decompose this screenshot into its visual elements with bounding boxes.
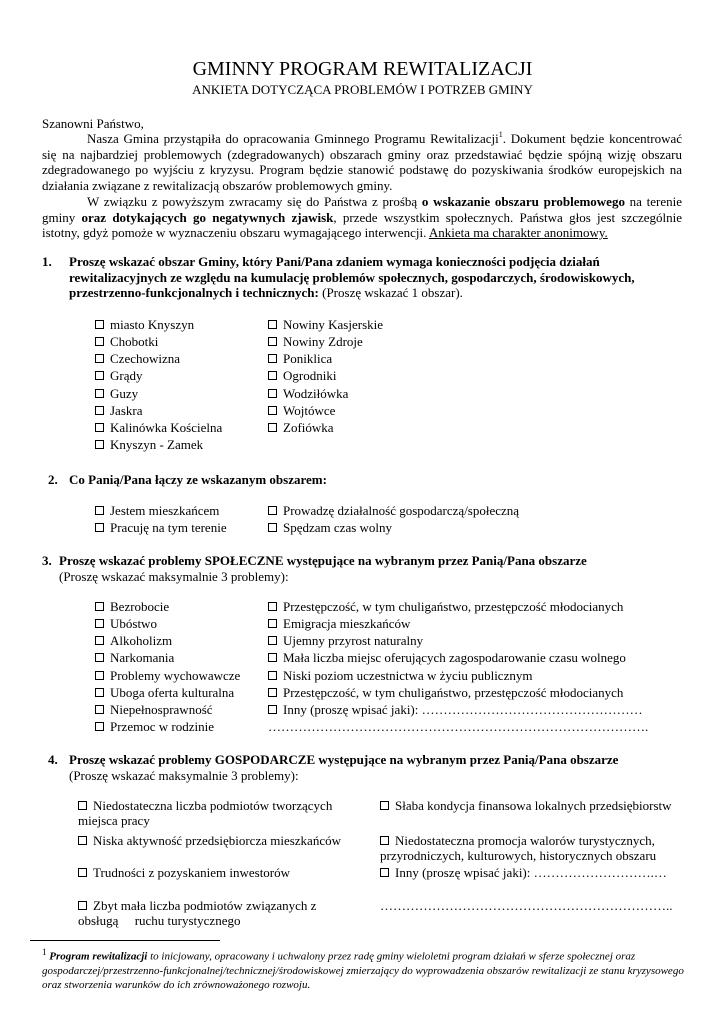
q1-option-label: Nowiny Kasjerskie [283, 317, 384, 332]
checkbox-icon[interactable] [268, 653, 277, 662]
q4-option[interactable] [78, 865, 363, 880]
question-4-text [69, 752, 708, 768]
q1-option[interactable] [95, 386, 138, 401]
q1-option[interactable] [268, 403, 335, 418]
q4-option-label: Zbyt mała liczba podmiotów związanych z obsługą ruchu turystycznego [78, 898, 320, 928]
q1-option-label: Ogrodniki [283, 368, 337, 383]
q1-option[interactable] [268, 317, 383, 332]
q3-option-label: Alkoholizm [110, 633, 173, 648]
checkbox-icon[interactable] [95, 337, 104, 346]
checkbox-icon[interactable] [95, 636, 104, 645]
question-4 [48, 752, 708, 783]
q1-option-label: Nowiny Zdroje [283, 334, 363, 349]
footnote-term: Program rewitalizacji [49, 950, 148, 963]
q3-option-label: Uboga oferta kulturalna [110, 685, 235, 700]
q1-option-label: Wojtówce [283, 403, 336, 418]
q1-option[interactable] [95, 334, 158, 349]
checkbox-icon[interactable] [78, 868, 87, 877]
checkbox-icon[interactable] [78, 801, 87, 810]
q4-option[interactable] [380, 833, 682, 863]
q1-option-label: Zofiówka [283, 420, 334, 435]
checkbox-icon[interactable] [268, 602, 277, 611]
question-2-number: 2. [48, 472, 58, 487]
q4-option-label: Inny (proszę wpisać jaki): ……………………….… [395, 865, 667, 880]
q1-option-label: Wodziłówka [283, 386, 349, 401]
checkbox-icon[interactable] [95, 406, 104, 415]
intro-p1-text-cont: . Dokument będzie koncentrować się na najbardziej problemowych (zdegradowanych) obszarach gminy oraz przedstawiać będzie spójną wizję obszaru zdegradowanego po wyjściu z kryzysu. Program będzie stanowić podstawę do pozyskiwania środków europejskich na działania związane z rewitalizacją obszarów problemowych gminy. [42, 131, 682, 194]
question-2-prompt: Co Panią/Pana łączy ze wskazanym obszarem: [69, 472, 327, 487]
question-2 [48, 472, 688, 488]
q1-option-label: Chobotki [110, 334, 159, 349]
q3-option[interactable] [95, 599, 169, 614]
q3-option[interactable] [268, 685, 623, 700]
q1-option[interactable] [268, 334, 363, 349]
q1-option[interactable] [95, 437, 203, 452]
q4-option[interactable] [78, 798, 363, 828]
checkbox-icon[interactable] [78, 836, 87, 845]
q3-option[interactable] [268, 633, 423, 648]
q3-option[interactable] [268, 616, 410, 631]
checkbox-icon[interactable] [95, 440, 104, 449]
checkbox-icon[interactable] [268, 320, 277, 329]
intro-paragraph-1 [42, 131, 682, 194]
checkbox-icon[interactable] [95, 602, 104, 611]
q3-option-label: Ubóstwo [110, 616, 157, 631]
checkbox-icon[interactable] [268, 423, 277, 432]
document-title: GMINNY PROGRAM REWITALIZACJI [192, 58, 533, 80]
q3-option-label: Problemy wychowawcze [110, 668, 241, 683]
q3-option-label: Emigracja mieszkańców [283, 616, 411, 631]
q4-option-label: Trudności z pozyskaniem inwestorów [93, 865, 291, 880]
q1-option-label: Kalinówka Kościelna [110, 420, 223, 435]
checkbox-icon[interactable] [95, 688, 104, 697]
q1-option-label: Knyszyn - Zamek [110, 437, 204, 452]
document-subtitle: ANKIETA DOTYCZĄCA PROBLEMÓW I POTRZEB GMINY [192, 82, 533, 97]
question-4-note: (Proszę wskazać maksymalnie 3 problemy): [69, 767, 299, 783]
footnote-ref: 1 [498, 130, 503, 139]
q3-option[interactable] [268, 650, 626, 665]
question-2-text [69, 472, 688, 488]
q3-option[interactable] [95, 616, 157, 631]
checkbox-icon[interactable] [380, 836, 389, 845]
q3-option[interactable] [95, 668, 240, 683]
checkbox-icon[interactable] [268, 337, 277, 346]
intro-p2-text: W związku z powyższym zwracamy się do Państwa z prośbą [87, 193, 422, 209]
checkbox-icon[interactable] [95, 320, 104, 329]
checkbox-icon[interactable] [95, 423, 104, 432]
question-1-number: 1. [42, 254, 52, 269]
q1-option[interactable] [95, 403, 143, 418]
q3-option-label: Ujemny przyrost naturalny [283, 633, 424, 648]
checkbox-icon[interactable] [268, 371, 277, 380]
q2-option[interactable] [95, 520, 227, 535]
checkbox-icon[interactable] [380, 868, 389, 877]
q3-option-label: Przemoc w rodzinie [110, 719, 214, 734]
checkbox-icon[interactable] [268, 506, 277, 515]
q4-option-label: Niedostateczna promocja walorów turystycznych, przyrodniczych, kulturowych, historycznych obszaru [380, 833, 657, 863]
q3-option-other[interactable] [268, 702, 643, 717]
q2-option[interactable] [95, 503, 219, 518]
q1-option[interactable] [95, 317, 194, 332]
checkbox-icon[interactable] [95, 389, 104, 398]
q1-option-label: Poniklica [283, 351, 333, 366]
question-3-text [59, 553, 702, 569]
q3-option[interactable] [95, 685, 234, 700]
q3-option-label: Niski poziom uczestnictwa w życiu publicznym [283, 668, 533, 683]
q2-option[interactable] [268, 503, 519, 518]
q1-option[interactable] [95, 420, 222, 435]
intro-text [42, 131, 682, 241]
q1-option[interactable] [268, 420, 334, 435]
q2-option[interactable] [268, 520, 392, 535]
q2-option-label: Pracuję na tym terenie [110, 520, 227, 535]
q1-option-label: Czechowizna [110, 351, 181, 366]
intro-paragraph-2 [42, 194, 682, 241]
checkbox-icon[interactable] [95, 705, 104, 714]
checkbox-icon[interactable] [380, 801, 389, 810]
question-3-note: (Proszę wskazać maksymalnie 3 problemy): [59, 568, 289, 584]
q1-option[interactable] [268, 351, 332, 366]
q3-other-input-line[interactable]: ……………………………………………………………………………. [268, 719, 649, 734]
question-4-prompt: Proszę wskazać problemy GOSPODARCZE występujące na wybranym przez Panią/Pana obszarze [69, 752, 619, 767]
q3-option-label: Bezrobocie [110, 599, 170, 614]
q1-option[interactable] [268, 386, 348, 401]
footnote-number: 1 [42, 947, 47, 957]
q1-option-label: Guzy [110, 386, 139, 401]
intro-p2-bold-2: oraz dotykających go negatywnych zjawisk [81, 209, 334, 225]
q4-option[interactable] [380, 798, 680, 813]
q1-option[interactable] [95, 351, 180, 366]
intro-p1-text: Nasza Gmina przystąpiła do opracowania Gminnego Programu Rewitalizacji [87, 131, 499, 146]
q4-option-label: Słaba kondycja finansowa lokalnych przedsiębiorstw [395, 798, 672, 813]
q3-option-label: Niepełnosprawność [110, 702, 213, 717]
footnote-divider [30, 940, 220, 941]
q3-option-label: Inny (proszę wpisać jaki): …………………………………………… [283, 702, 643, 717]
q2-option-label: Prowadzę działalność gospodarczą/społeczną [283, 503, 520, 518]
checkbox-icon[interactable] [268, 354, 277, 363]
footnote-text: to inicjowany, opracowany i uchwalony przez radę gminy wieloletni program działań w sferze społecznej oraz gospodarczej/przestrzenno-funkcjonalnej/technicznej/środowiskowej zmierzający do wyprowadzenia obszarów rewitalizacji ze stanu kryzysowego oraz stworzenia warunków do ich zrównoważonego rozwoju. [42, 950, 684, 991]
q1-option-label: miasto Knyszyn [110, 317, 195, 332]
q4-option[interactable] [78, 898, 338, 928]
q4-other-input-line[interactable]: ………………………………………………………….. [380, 898, 673, 913]
checkbox-icon[interactable] [268, 406, 277, 415]
question-3-number: 3. [42, 553, 52, 568]
q3-option[interactable] [95, 650, 174, 665]
q4-option-other[interactable] [380, 865, 667, 880]
q2-option-label: Jestem mieszkańcem [110, 503, 220, 518]
question-3-prompt: Proszę wskazać problemy SPOŁECZNE występujące na wybranym przez Panią/Pana obszarze [59, 553, 587, 568]
checkbox-icon[interactable] [268, 671, 277, 680]
q2-option-label: Spędzam czas wolny [283, 520, 393, 535]
intro-p2-bold-1: o wskazanie obszaru problemowego [421, 193, 625, 209]
checkbox-icon[interactable] [268, 705, 277, 714]
checkbox-icon[interactable] [268, 636, 277, 645]
q4-option-label: Niska aktywność przedsiębiorcza mieszkańców [93, 833, 341, 848]
q3-option[interactable] [95, 719, 214, 734]
checkbox-icon[interactable] [268, 523, 277, 532]
q3-option[interactable] [268, 668, 532, 683]
q4-option[interactable] [78, 833, 363, 848]
checkbox-icon[interactable] [95, 671, 104, 680]
q3-option[interactable] [95, 702, 213, 717]
intro-p2-text-2: na terenie gminy [42, 193, 682, 225]
checkbox-icon[interactable] [268, 619, 277, 628]
checkbox-icon[interactable] [78, 901, 87, 910]
q4-option-label: Niedostateczna liczba podmiotów tworzących miejsca pracy [78, 798, 333, 828]
checkbox-icon[interactable] [95, 523, 104, 532]
checkbox-icon[interactable] [268, 389, 277, 398]
q3-option[interactable] [268, 599, 623, 614]
q1-option-label: Jaskra [110, 403, 143, 418]
checkbox-icon[interactable] [95, 371, 104, 380]
question-4-number: 4. [48, 752, 58, 767]
checkbox-icon[interactable] [95, 653, 104, 662]
checkbox-icon[interactable] [268, 688, 277, 697]
question-1-note: (Proszę wskazać 1 obszar). [318, 285, 463, 301]
salutation: Szanowni Państwo, [42, 116, 144, 131]
q3-option-label: Przestępczość, w tym chuligaństwo, przestępczość młodocianych [283, 685, 624, 700]
question-3 [42, 553, 702, 584]
question-1 [42, 254, 682, 301]
q3-option-label: Narkomania [110, 650, 175, 665]
checkbox-icon[interactable] [95, 354, 104, 363]
q1-option[interactable] [268, 368, 336, 383]
q3-option[interactable] [95, 633, 172, 648]
q3-option-label: Przestępczość, w tym chuligaństwo, przestępczość młodocianych [283, 599, 624, 614]
question-1-text [69, 254, 682, 301]
q1-option[interactable] [95, 368, 143, 383]
question-1-prompt: Proszę wskazać obszar Gminy, który Pani/Pana zdaniem wymaga konieczności podjęcia działań rewitalizacyjnych ze względu na kumulację problemów społecznych, gospodarczych, środowiskowych, przestrzenno-funkcjonalnych i technicznych: [69, 254, 635, 301]
q3-option-label: Mała liczba miejsc oferujących zagospodarowanie czasu wolnego [283, 650, 626, 665]
intro-p2-text-3: , przede wszystkim społecznych. Państwa głos jest szczególnie istotny, gdyż pomoże w wyznaczeniu obszaru wymagającego interwencji. [42, 209, 682, 241]
checkbox-icon[interactable] [95, 619, 104, 628]
checkbox-icon[interactable] [95, 722, 104, 731]
footnote [42, 945, 692, 992]
anonymous-note: Ankieta ma charakter anonimowy. [428, 225, 608, 241]
checkbox-icon[interactable] [95, 506, 104, 515]
q1-option-label: Grądy [110, 368, 143, 383]
